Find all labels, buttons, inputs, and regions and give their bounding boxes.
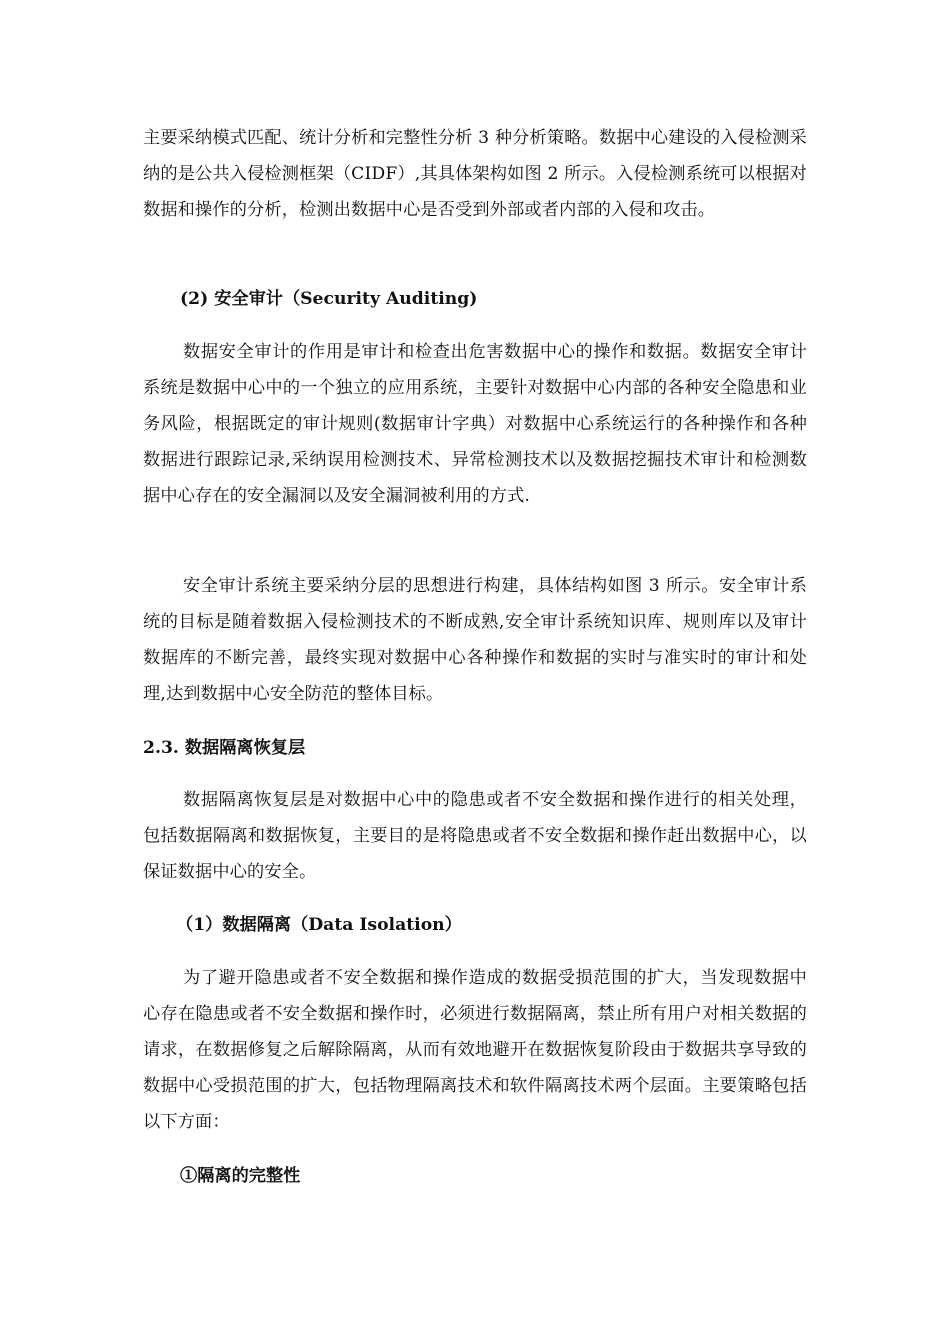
paragraph-intrusion-detection: 主要采纳模式匹配、统计分析和完整性分析 3 种分析策略。数据中心建设的入侵检测采纳的是公共入侵检测框架（CIDF）,其具体架构如图 2 所示。入侵检测系统可以根据对数据和操作的分析，检测出数据中心是否受到外部或者内部的入侵和攻击。: [143, 128, 807, 220]
paragraph-audit-description: 数据安全审计的作用是审计和检查出危害数据中心的操作和数据。数据安全审计系统是数据中心中的一个独立的应用系统，主要针对数据中心内部的各种安全隐患和业务风险，根据既定的审计规则(数据审计字典）对数据中心系统运行的各种操作和各种数据进行跟踪记录,采纳误用检测技术、异常检测技术以及数据挖掘技术审计和检测数据中心存在的安全漏洞以及安全漏洞被利用的方式.: [143, 342, 807, 506]
heading-data-isolation: （1）数据隔离（Data Isolation）: [176, 915, 462, 935]
paragraph-audit-structure: 安全审计系统主要采纳分层的思想进行构建，具体结构如图 3 所示。安全审计系统的目标是随着数据入侵检测技术的不断成熟,安全审计系统知识库、规则库以及审计数据库的不断完善，最终实现对数据中心各种操作和数据的实时与准实时的审计和处理,达到数据中心安全防范的整体目标。: [143, 576, 807, 704]
paragraph-isolation-strategy: 为了避开隐患或者不安全数据和操作造成的数据受损范围的扩大，当发现数据中心存在隐患或者不安全数据和操作时，必须进行数据隔离，禁止所有用户对相关数据的请求，在数据修复之后解除隔离，从而有效地避开在数据恢复阶段由于数据共享导致的数据中心受损范围的扩大，包括物理隔离技术和软件隔离技术两个层面。主要策略包括以下方面：: [143, 968, 807, 1132]
heading-security-auditing: (2) 安全审计（Security Auditing): [180, 289, 478, 309]
paragraph-isolation-recovery: 数据隔离恢复层是对数据中心中的隐患或者不安全数据和操作进行的相关处理，包括数据隔离和数据恢复，主要目的是将隐患或者不安全数据和操作赶出数据中心，以保证数据中心的安全。: [143, 790, 807, 882]
heading-section-2-3: 2.3. 数据隔离恢复层: [143, 738, 306, 758]
heading-isolation-integrity: ①隔离的完整性: [180, 1166, 301, 1186]
